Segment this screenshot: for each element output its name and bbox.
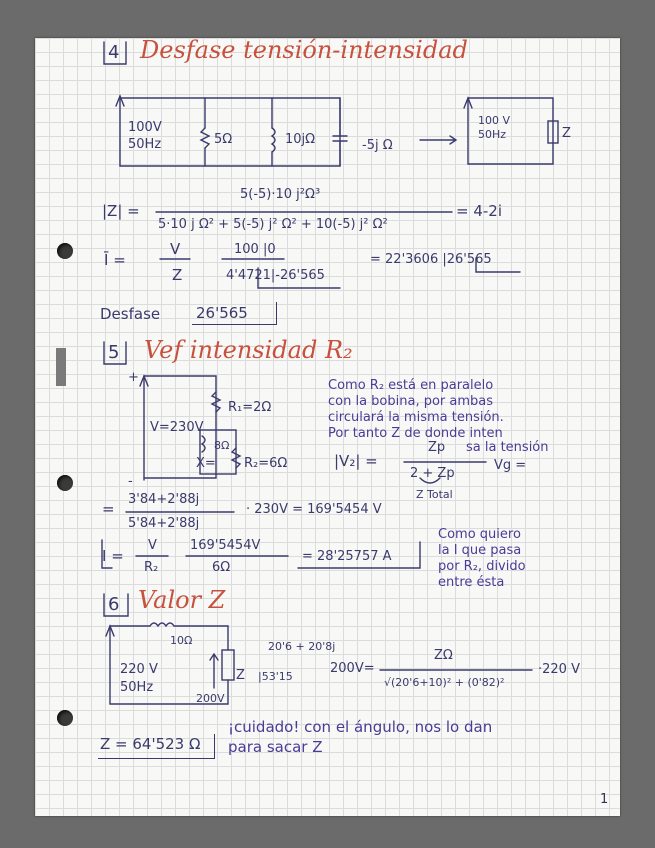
note-line: Como R₂ está en paralelo: [328, 378, 494, 393]
z-result: Z = 64'523 Ω: [100, 735, 201, 753]
calc-result: · 230V = 169'5454 V: [246, 502, 382, 517]
note-line: entre ésta: [438, 575, 505, 590]
section-number: 4: [108, 42, 120, 63]
note-line: Por tanto Z de donde inten: [328, 426, 503, 441]
section-4-number-box: [104, 42, 126, 64]
i-r2: R₂: [144, 560, 159, 575]
note-line: Como quiero: [438, 527, 521, 542]
source-frequency: 50Hz: [120, 680, 154, 695]
v2-numerator: Zp: [428, 440, 446, 455]
z-label: Z: [236, 668, 245, 683]
v2-lhs: |V₂| =: [334, 452, 378, 470]
i-v: V: [148, 538, 157, 553]
note-line: la I que pasa: [438, 543, 522, 558]
eq-i-result: = 22'3606 |26'565: [370, 252, 492, 267]
z-voltage-label: 200V: [196, 692, 225, 705]
eq-source-voltage: 100 V: [478, 114, 511, 127]
i-lhs: I =: [102, 547, 124, 565]
eq-z-numerator: 5(-5)·10 j²Ω³: [240, 187, 321, 202]
source-voltage: 100V: [128, 120, 162, 135]
section-number: 6: [108, 594, 120, 615]
capacitor-label: -5j Ω: [362, 138, 393, 153]
source-frequency: 50Hz: [128, 137, 162, 152]
note-line: circulará la misma tensión.: [328, 410, 504, 425]
v2-total: Z Total: [416, 488, 453, 501]
section-number: 5: [108, 342, 120, 363]
eq-z-denominator: 5·10 j Ω² + 5(-5) j² Ω² + 10(-5) j² Ω²: [158, 217, 388, 232]
voltage-label: V=230V: [150, 420, 204, 435]
desfase-label: Desfase: [100, 305, 161, 323]
desfase-value: 26'565: [196, 304, 248, 322]
section-6-number-box: [104, 594, 128, 616]
circuit-6: [106, 623, 234, 704]
page-number: 1: [600, 792, 609, 807]
circuit-4: [116, 96, 558, 166]
section-5-number-box: [104, 342, 126, 364]
eq-i-lhs: Ī =: [104, 251, 126, 269]
v2-denominator: 2 + Zp: [410, 466, 455, 481]
i-num: 169'5454V: [190, 538, 261, 553]
angle-note: 20'6 + 20'8j: [268, 640, 336, 653]
warning-line: para sacar Z: [228, 738, 323, 756]
z-eq-rest: ·220 V: [538, 662, 580, 677]
eq-i-den: 4'4721|-26'565: [226, 268, 325, 283]
inductor-label: 10jΩ: [285, 132, 316, 147]
warning-line: ¡cuidado! con el ángulo, nos lo dan: [228, 718, 493, 736]
resistor-label: 10Ω: [170, 634, 193, 647]
eq-z-lhs: |Z| =: [102, 202, 140, 220]
x-label: X=: [196, 456, 216, 471]
eq-source-frequency: 50Hz: [478, 128, 507, 141]
r2-label: R₂=6Ω: [244, 456, 288, 471]
r1-label: R₁=2Ω: [228, 400, 272, 415]
angle-value: |53'15: [258, 670, 293, 683]
equals-sign: =: [102, 500, 115, 518]
z-eq-numerator: ZΩ: [434, 648, 453, 663]
calc-numerator: 3'84+2'88j: [128, 492, 200, 507]
calc-denominator: 5'84+2'88j: [128, 516, 200, 531]
i-den: 6Ω: [212, 560, 231, 575]
section-title: Desfase tensión-intensidad: [140, 36, 468, 64]
eq-z-label: Z: [562, 126, 571, 141]
minus-terminal: -: [128, 474, 133, 489]
eq-i-num: 100 |0: [234, 242, 276, 257]
inductor-value: 8Ω: [214, 439, 230, 452]
eq-i-v: V: [170, 240, 181, 258]
resistor-label: 5Ω: [214, 132, 233, 147]
z-eq-lhs: 200V=: [330, 661, 375, 676]
i-result: = 28'25757 A: [302, 549, 392, 564]
source-voltage: 220 V: [120, 662, 158, 677]
note-line: por R₂, divido: [438, 559, 526, 574]
section-title: Vef intensidad R₂: [144, 336, 353, 364]
note-line: con la bobina, por ambas: [328, 394, 494, 409]
v2-vg: Vg =: [494, 458, 527, 473]
v2-note: sa la tensión: [466, 440, 549, 455]
eq-z-result: = 4-2i: [456, 202, 503, 220]
z-eq-denominator: √(20'6+10)² + (0'82)²: [384, 676, 505, 689]
eq-i-z: Z: [172, 266, 183, 284]
section-title: Valor Z: [138, 586, 226, 614]
plus-terminal: +: [128, 370, 139, 385]
circuit-5: [140, 376, 240, 480]
